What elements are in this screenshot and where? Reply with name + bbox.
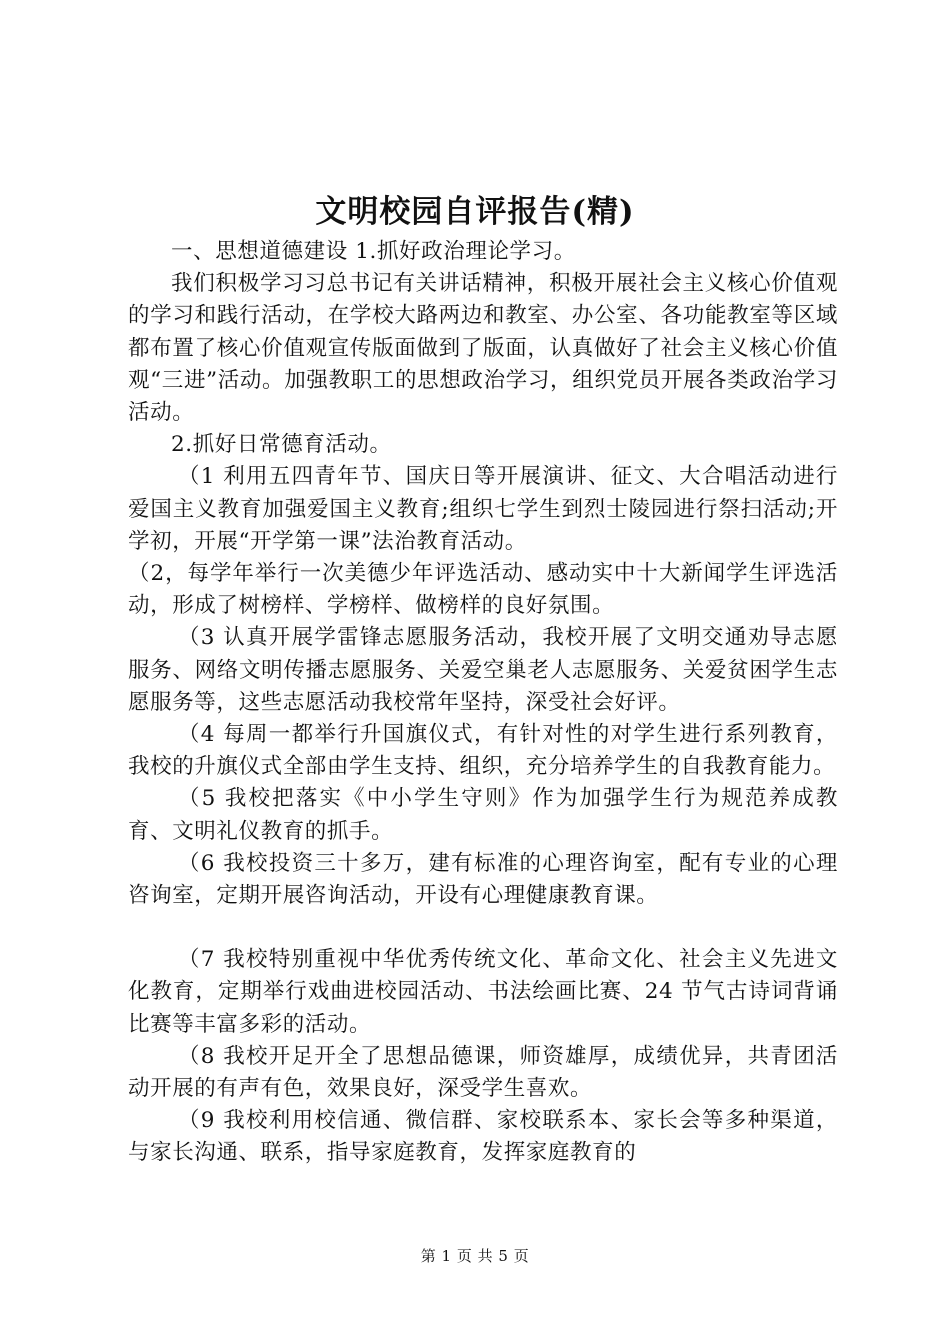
section-heading: 一、思想道德建设 1.抓好政治理论学习。: [171, 239, 576, 264]
paragraph: （1 利用五四青年节、国庆日等开展演讲、征文、大合唱活动进行爱国主义教育加强爱国主义教育;组织七学生到烈士陵园进行祭扫活动;开学初，开展“开学第一课”法治教育活动。: [128, 464, 838, 554]
paragraph: （3 认真开展学雷锋志愿服务活动，我校开展了文明交通劝导志愿服务、网络文明传播志愿服务、关爱空巢老人志愿服务、关爱贫困学生志愿服务等，这些志愿活动我校常年坚持，深受社会好评。: [128, 625, 838, 715]
document-title: 文明校园自评报告(精): [315, 194, 635, 230]
paragraph: （5 我校把落实《中小学生守则》作为加强学生行为规范养成教育、文明礼仪教育的抓手。: [128, 786, 838, 844]
paragraph: （7 我校特别重视中华优秀传统文化、革命文化、社会主义先进文化教育，定期举行戏曲进校园活动、书法绘画比赛、24 节气古诗词背诵比赛等丰富多彩的活动。: [128, 947, 838, 1037]
blank-line: [128, 912, 838, 944]
paragraph: （8 我校开足开全了思想品德课，师资雄厚，成绩优异，共青团活动开展的有声有色，效果良好，深受学生喜欢。: [128, 1043, 838, 1102]
paragraph: （9 我校利用校信通、微信群、家校联系本、家长会等多种渠道，与家长沟通、联系，指导家庭教育，发挥家庭教育的: [128, 1108, 838, 1166]
paragraph: （2，每学年举行一次美德少年评选活动、感动实中十大新闻学生评选活动，形成了树榜样、学榜样、做榜样的良好氛围。: [128, 561, 838, 619]
subsection-heading: 2.抓好日常德育活动。: [171, 432, 392, 458]
document-body: [128, 236, 838, 1170]
paragraph: （4 每周一都举行升国旗仪式，有针对性的对学生进行系列教育，我校的升旗仪式全部由学生支持、组织，充分培养学生的自我教育能力。: [128, 722, 838, 780]
paragraph: （6 我校投资三十多万，建有标准的心理咨询室，配有专业的心理咨询室，定期开展咨询活动，开设有心理健康教育课。: [128, 850, 838, 909]
page-footer: 第 1 页 共 5 页: [420, 1247, 530, 1265]
paragraph: 我们积极学习习总书记有关讲话精神，积极开展社会主义核心价值观的学习和践行活动，在学校大路两边和教室、办公室、各功能教室等区域都布置了核心价值观宣传版面做到了版面，认真做好了社会主义核心价值观“三进”活动。加强教职工的思想政治学习，组织党员开展各类政治学习活动。: [128, 271, 838, 426]
